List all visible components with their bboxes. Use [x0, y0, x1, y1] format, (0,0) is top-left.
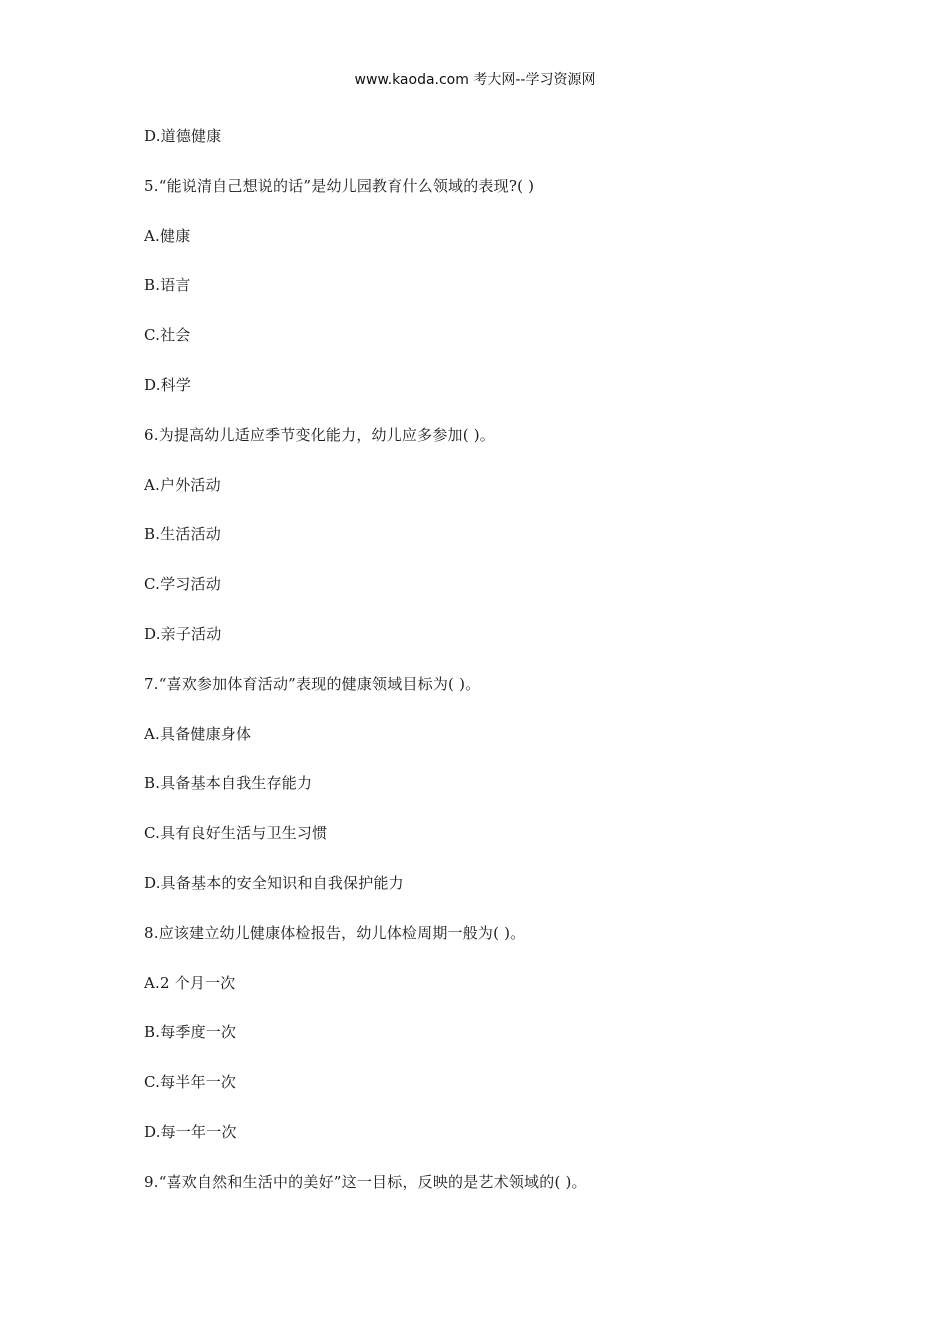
question-8: 8.应该建立幼儿健康体检报告，幼儿体检周期一般为( )。 — [144, 923, 526, 942]
option-d-q6: D.亲子活动 — [144, 624, 222, 643]
question-5: 5.“能说清自己想说的话”是幼儿园教育什么领域的表现?( ) — [144, 176, 535, 195]
option-d-q4: D.道德健康 — [144, 127, 222, 145]
question-6: 6.为提高幼儿适应季节变化能力，幼儿应多参加( )。 — [144, 425, 495, 444]
option-c-q6: C.学习活动 — [144, 575, 221, 594]
option-b-q6: B.生活活动 — [144, 525, 221, 544]
question-7: 7.“喜欢参加体育活动”表现的健康领域目标为( )。 — [144, 674, 481, 693]
option-b-q5: B.语言 — [144, 276, 191, 295]
option-a-q7: A.具备健康身体 — [144, 724, 252, 743]
option-c-q8: C.每半年一次 — [144, 1073, 237, 1092]
page-header: www.kaoda.com 考大网--学习资源网 — [354, 72, 596, 88]
question-9: 9.“喜欢自然和生活中的美好”这一目标，反映的是艺术领域的( )。 — [144, 1172, 587, 1191]
option-b-q8: B.每季度一次 — [144, 1023, 237, 1042]
option-d-q5: D.科学 — [144, 375, 192, 394]
document-body — [144, 124, 824, 1220]
option-a-q6: A.户外活动 — [144, 475, 221, 494]
option-c-q5: C.社会 — [144, 326, 191, 345]
option-b-q7: B.具备基本自我生存能力 — [144, 774, 313, 793]
option-a-q5: A.健康 — [144, 226, 191, 245]
option-d-q7: D.具备基本的安全知识和自我保护能力 — [144, 873, 404, 892]
option-d-q8: D.每一年一次 — [144, 1122, 237, 1141]
option-c-q7: C.具有良好生活与卫生习惯 — [144, 824, 328, 843]
option-a-q8: A.2 个月一次 — [144, 973, 236, 992]
